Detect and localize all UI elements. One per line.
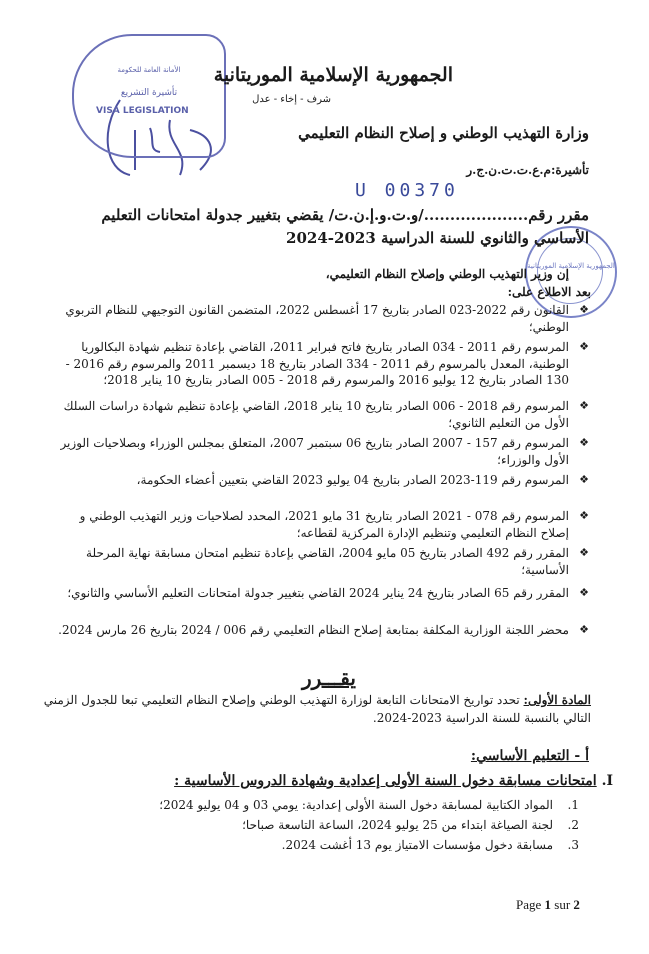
section-i-title: امتحانات مسابقة دخول السنة الأولى إعدادية وشهادة الدروس الأساسية : [174,773,597,789]
item-text: لجنة الصياغة ابتداء من 25 يوليو 2024، الساعة التاسعة صباحا؛ [242,818,553,832]
item-text: مسابقة دخول مؤسسات الامتياز يوم 13 أغشت 2024. [281,838,553,852]
article-1-text: تحدد تواريخ الامتحانات التابعة لوزارة التهذيب الوطني وإصلاح النظام التعليمي تبعا للجدول الزمني [43,693,520,707]
page-number: 1 [544,897,552,912]
stamp-line-3: VISA LEGISLATION [96,106,189,116]
consideration-item: ❖ محضر اللجنة الوزارية المكلفة بمتابعة إصلاح النظام التعليمي رقم 006 / 2024 بتاريخ 26 مارس 2024. [58,623,589,637]
consideration-item: ❖ القانون رقم 2022-023 الصادر بتاريخ 17 أغسطس 2022، المتضمن القانون التوجيهي للنظام التربوي الوطني؛ [65,303,589,334]
section-i-heading [33,773,613,789]
item-number: 3. [567,838,579,852]
consideration-item: ❖ المقرر رقم 65 الصادر بتاريخ 24 يناير 2024 القاضي بتغيير جدولة امتحانات التعليم الأساسي والثانوي؛ [67,586,589,600]
stamp-line-1: الأمانة العامة للحكومة [117,66,181,74]
round-stamp-text: الجمهورية الإسلامية الموريتانية [527,262,615,270]
consideration-item: ❖ المرسوم رقم 2011 - 034 الصادر بتاريخ فاتح فبراير 2011، القاضي بإعادة تنظيم شهادة البكالوريا الوطنية، المعدل بالمرسوم رقم 2011 - 334 الصادر بتاريخ 18 ديسمبر 2011 والمرسوم رقم 2016 - 130 الصادر بتاريخ 12 يوليو 2016 والمرسوم رقم 2018 - 005 الصادر بتاريخ 10 يناير 2018؛ [65,340,589,387]
item-number: 1. [567,798,579,812]
republic-title: الجمهورية الإسلامية الموريتانية [213,64,453,86]
decree-title-line-2: الأساسي والثانوي للسنة الدراسية 2023-2024 [286,229,589,247]
consideration-item: ❖ المقرر رقم 492 الصادر بتاريخ 05 مايو 2004، القاضي بإعادة تنظيم امتحان مسابقة نهاية المرحلة الأساسية؛ [86,546,589,577]
diamond-bullet-icon: ❖ [579,509,589,522]
list-item [39,797,579,814]
legislation-stamp [72,34,226,158]
list-item [39,837,579,854]
diamond-bullet-icon: ❖ [579,303,589,316]
consideration-item: ❖ المرسوم رقم 119-2023 الصادر بتاريخ 04 يوليو 2023 القاضي بتعيين أعضاء الحكومة، [136,473,589,487]
section-a-heading: أ - التعليم الأساسي: [470,748,589,764]
diamond-bullet-icon: ❖ [579,340,589,353]
ministry-name: وزارة التهذيب الوطني و إصلاح النظام التعليمي [298,124,589,142]
section-i-roman: I. [601,773,613,789]
page-total: 2 [573,897,580,912]
consideration-item: ❖ المرسوم رقم 2018 - 006 الصادر بتاريخ 10 يناير 2018، القاضي بإعادة تنظيم شهادة دراسات السلك الأول من التعليم الثانوي؛ [63,399,589,430]
consideration-item: ❖ المرسوم رقم 157 - 2007 الصادر بتاريخ 06 سبتمبر 2007، المتعلق بمجلس الوزراء وبصلاحيات الوزير الأول والوزراء؛ [60,436,589,467]
decides-heading: يقـــرر [302,666,356,690]
list-item [39,817,579,834]
article-1-line-2: التالي بالنسبة للسنة الدراسية 2023-2024. [372,711,591,725]
page-footer [516,897,580,913]
item-text: المواد الكتابية لمسابقة دخول السنة الأولى إعدادية: يومي 03 و 04 يوليو 2024؛ [159,798,553,812]
intro-line: إن وزير التهذيب الوطني وإصلاح النظام التعليمي، [325,267,569,281]
diamond-bullet-icon: ❖ [579,586,589,599]
article-1-label: المادة الأولى: [523,693,591,707]
after-review-label: بعد الاطلاع على: [507,285,591,299]
diamond-bullet-icon: ❖ [579,399,589,412]
national-motto: شرف - إخاء - عدل [252,94,331,105]
decree-title-line-1: مقرر رقم..................../و.ت.و.إ.ن.ت/ يقضي بتغيير جدولة امتحانات التعليم [101,206,589,224]
item-number: 2. [567,818,579,832]
visa-label: تأشيرة:م.ع.ت.ت.ن.ج.ر [466,163,589,177]
page-label: Page [516,897,542,912]
diamond-bullet-icon: ❖ [579,546,589,559]
registration-number: U 00370 [355,180,459,201]
article-1 [31,692,591,709]
page-sur: sur [554,897,571,912]
diamond-bullet-icon: ❖ [579,623,589,636]
stamp-line-2: تأشيرة التشريع [120,88,178,98]
diamond-bullet-icon: ❖ [579,436,589,449]
diamond-bullet-icon: ❖ [579,473,589,486]
consideration-item: ❖ المرسوم رقم 078 - 2021 الصادر بتاريخ 31 مايو 2021، المحدد لصلاحيات وزير التهذيب الوطني و إصلاح النظام التعليمي وتنظيم الإدارة المركزية لقطاعه؛ [79,509,589,540]
